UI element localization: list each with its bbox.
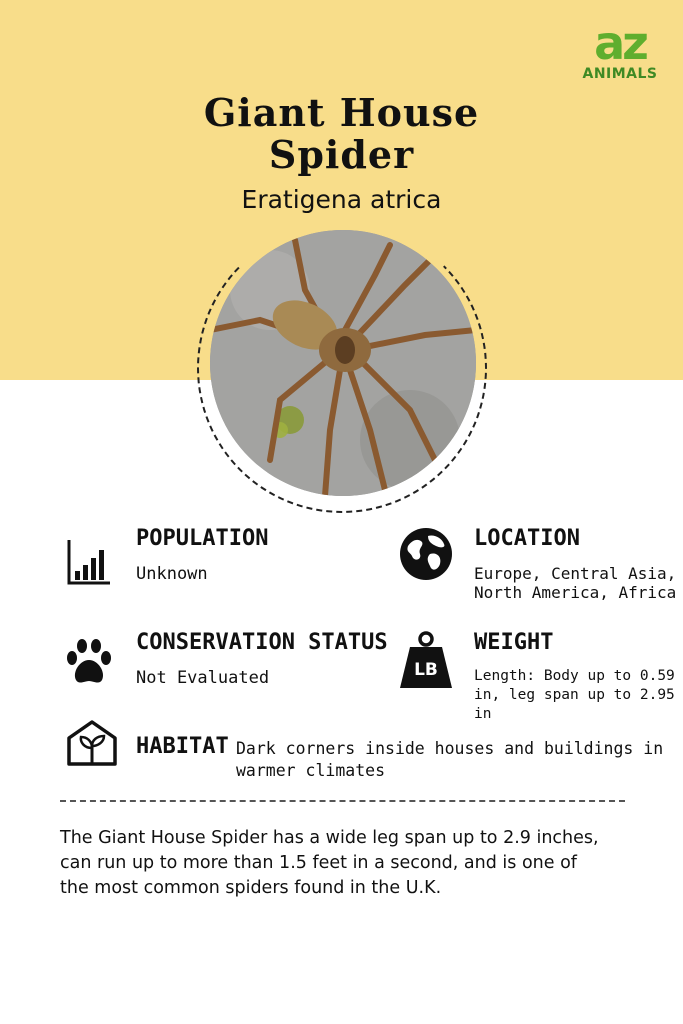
globe-icon xyxy=(398,526,454,582)
weight-value-line-2: in, leg span up to 2.95 in xyxy=(474,687,675,722)
weight-value-line-1: Length: Body up to 0.59 xyxy=(474,668,675,684)
location-label: LOCATION xyxy=(474,526,580,551)
page-title xyxy=(0,92,683,176)
logo-wordmark: ANIMALS xyxy=(582,66,658,82)
description xyxy=(60,826,650,901)
population-label: POPULATION xyxy=(136,526,269,551)
weight-value xyxy=(474,667,683,724)
house-plant-icon xyxy=(64,718,120,768)
population-value: Unknown xyxy=(136,564,208,584)
paw-print-icon xyxy=(64,638,114,686)
spider-photo xyxy=(210,230,476,496)
habitat-label: HABITAT xyxy=(136,734,229,759)
title-line-1: Giant House xyxy=(203,90,480,135)
weight-icon-text: LB xyxy=(414,660,438,680)
bar-chart-icon xyxy=(66,538,112,586)
logo-mark: az xyxy=(594,16,646,70)
weight-lb-icon xyxy=(398,630,454,690)
weight-label: WEIGHT xyxy=(474,630,554,655)
location-value-line-2: North America, Africa xyxy=(474,583,677,602)
description-line-3: the most common spiders found in the U.K. xyxy=(60,878,442,898)
title-line-2: Spider xyxy=(268,132,415,177)
habitat-value xyxy=(236,738,663,782)
habitat-value-line-1: Dark corners inside houses and buildings in xyxy=(236,739,664,758)
description-line-1: The Giant House Spider has a wide leg span up to 2.9 inches, xyxy=(60,828,599,848)
conservation-status-value: Not Evaluated xyxy=(136,668,270,688)
location-value-line-1: Europe, Central Asia, xyxy=(474,564,677,583)
section-divider xyxy=(60,800,625,802)
conservation-status-label: CONSERVATION STATUS xyxy=(136,630,388,655)
habitat-value-line-2: warmer climates xyxy=(236,761,386,780)
scientific-name: Eratigena atrica xyxy=(241,185,442,214)
az-animals-logo[interactable] xyxy=(578,16,662,84)
description-line-2: can run up to more than 1.5 feet in a second, and is one of xyxy=(60,853,577,873)
location-value xyxy=(474,564,676,602)
